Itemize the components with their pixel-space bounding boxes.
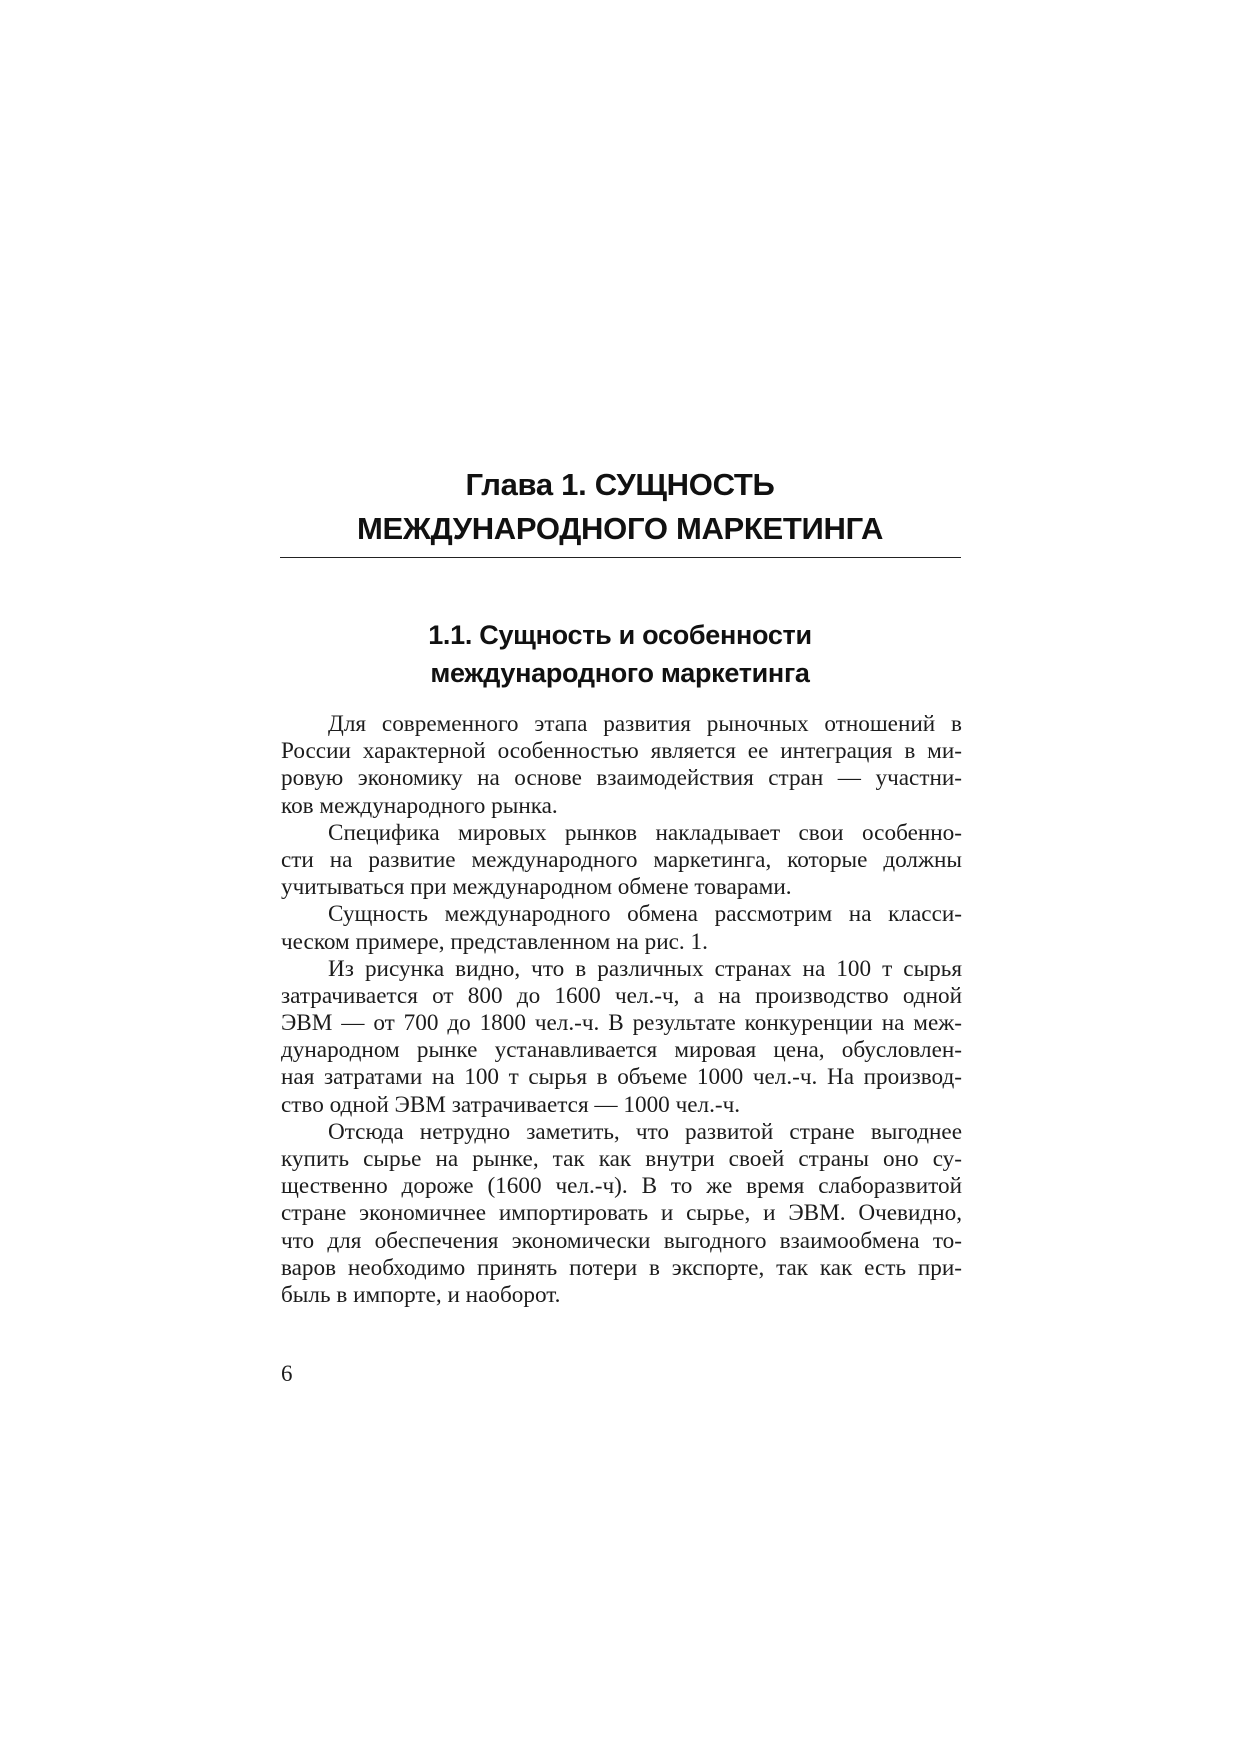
- text-line: учитываться при международном обмене товарами.: [281, 874, 792, 901]
- text-line: Сущность международного обмена рассмотрим на класси-: [328, 901, 962, 928]
- chapter-title-line-1: Глава 1. СУЩНОСТЬ: [465, 467, 775, 502]
- text-line: сти на развитие международного маркетинга, которые должны: [281, 846, 962, 873]
- paragraph-1: [281, 711, 962, 820]
- section-title: [280, 616, 960, 692]
- text-line: дународном рынке устанавливается мировая цена, обусловлен-: [281, 1037, 962, 1064]
- text-line: что для обеспечения экономически выгодного взаимообмена то-: [281, 1227, 962, 1254]
- text-line: ческом примере, представленном на рис. 1.: [281, 928, 708, 955]
- text-line: Отсюда нетрудно заметить, что развитой стране выгоднее: [328, 1118, 962, 1145]
- chapter-title: [280, 463, 960, 551]
- paragraph-3: [281, 901, 962, 955]
- text-line: затрачивается от 800 до 1600 чел.-ч, а на производство одной: [281, 982, 962, 1009]
- text-line: быль в импорте, и наоборот.: [281, 1281, 561, 1308]
- paragraph-4: [281, 956, 962, 1119]
- text-line: Для современного этапа развития рыночных отношений в: [328, 711, 962, 737]
- text-line: купить сырье на рынке, так как внутри своей страны оно су-: [281, 1146, 962, 1172]
- section-title-line-2: международного маркетинга: [430, 658, 810, 688]
- text-line: ков международного рынка.: [281, 792, 558, 819]
- page-number: 6: [281, 1361, 293, 1386]
- section-title-line-1: 1.1. Сущность и особенности: [428, 620, 812, 650]
- text-line: ная затратами на 100 т сырья в объеме 1000 чел.-ч. На производ-: [281, 1064, 962, 1091]
- text-line: России характерной особенностью является ее интеграция в ми-: [281, 738, 962, 765]
- text-line: щественно дороже (1600 чел.-ч). В то же время слаборазвитой: [281, 1173, 962, 1200]
- chapter-divider: [280, 557, 961, 558]
- paragraph-5: [281, 1119, 962, 1309]
- text-line: ЭВМ — от 700 до 1800 чел.-ч. В результате конкуренции на меж-: [281, 1010, 962, 1037]
- text-line: ровую экономику на основе взаимодействия стран — участни-: [281, 765, 962, 792]
- chapter-title-line-2: МЕЖДУНАРОДНОГО МАРКЕТИНГА: [356, 511, 884, 546]
- text-line: Из рисунка видно, что в различных странах на 100 т сырья: [328, 955, 962, 982]
- body-text: [281, 711, 962, 1309]
- text-line: варов необходимо принять потери в экспорте, так как есть при-: [281, 1254, 962, 1281]
- paragraph-2: [281, 820, 962, 902]
- text-line: стране экономичнее импортировать и сырье, и ЭВМ. Очевидно,: [281, 1200, 962, 1227]
- text-line: Специфика мировых рынков накладывает свои особенно-: [328, 819, 962, 846]
- text-line: ство одной ЭВМ затрачивается — 1000 чел.-ч.: [281, 1091, 741, 1118]
